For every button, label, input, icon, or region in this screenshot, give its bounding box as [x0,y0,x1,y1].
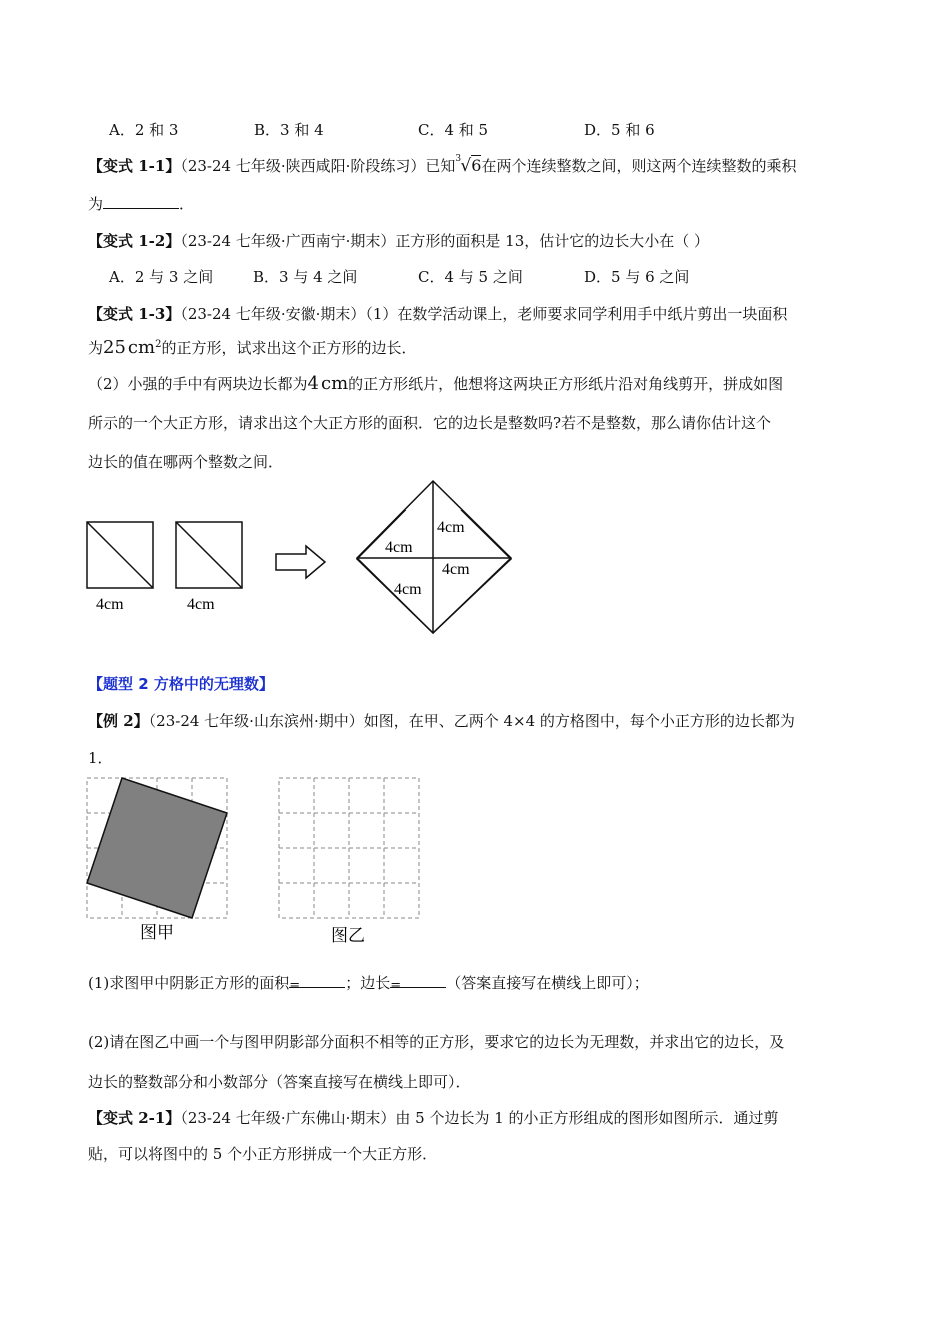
answer-blank[interactable] [103,194,179,209]
text: 在两个连续整数之间，则这两个连续整数的乘积 [481,157,797,175]
text-line: 贴，可以将图中的 5 个小正方形拼成一个大正方形． [88,1145,438,1163]
option-c: C．4 与 5 之间 [418,268,523,286]
grid-figures [80,770,440,950]
side-number: 4 [307,373,319,394]
example-tag: 【例 2】 [88,712,149,730]
small-square-1-label: 4cm [96,596,124,613]
text: 正方形的面积是 13，估计它的边长大小在（ ） [395,232,710,250]
cube-root-expression: 3 √6 [455,154,482,176]
text: 为 [88,339,104,357]
option-c: C．4 和 5 [418,121,489,139]
diamond-label-right: 4cm [442,561,470,578]
source: （23-24 七年级·广西南宁·期末） [180,232,396,250]
option-b: B．3 与 4 之间 [253,268,358,286]
variant-tag: 【变式 1-3】 [88,305,181,323]
variant-tag: 【变式 1-2】 [88,232,181,250]
text: 如图，在甲、乙两个 4×4 的方格图中，每个小正方形的边长都为 [363,712,795,730]
ex2-question-1 [88,972,649,993]
variant-1-3-part2 [88,373,783,394]
variant-1-3-line2 [88,337,416,358]
text: 的正方形纸片，他想将这两块正方形纸片沿对角线剪开，拼成如图 [348,375,784,393]
source: （23-24 七年级·安徽·期末） [180,305,366,323]
option-a: A．2 与 3 之间 [109,268,214,286]
side-unit: cm [321,373,349,394]
variant-tag: 【变式 1-1】 [88,157,181,175]
diamond-figure [350,478,520,638]
grid-b [279,778,419,918]
variant-2-1 [88,1107,779,1128]
area-number: 25 [103,337,126,358]
text: 由 5 个边长为 1 的小正方形组成的图形如图所示．通过剪 [395,1109,779,1127]
text: 的正方形，试求出这个正方形的边长． [161,339,417,357]
section-title: 【题型 2 方格中的无理数】 [88,675,274,693]
ex2-question-2: (2)请在图乙中画一个与图甲阴影部分面积不相等的正方形，要求它的边长为无理数，并求出它的边长，及 [88,1033,785,1051]
variant-tag: 【变式 2-1】 [88,1109,181,1127]
text-line: 边长的值在哪两个整数之间． [88,453,284,471]
option-b: B．3 和 4 [254,121,324,139]
diamond-label-left: 4cm [385,539,413,556]
text: （答案直接写在横线上即可）； [446,974,649,992]
diamond-label-top: 4cm [437,519,465,536]
ex2-question-2-line2: 边长的整数部分和小数部分（答案直接写在横线上即可）． [88,1073,471,1091]
area-answer-blank[interactable] [289,973,345,993]
variant-1-3 [88,303,787,324]
radical-index: 3 [455,154,462,164]
small-square-2-label: 4cm [187,596,215,613]
source: （23-24 七年级·山东滨州·期中） [148,712,364,730]
equals-sign: = [390,978,402,993]
text: (1)求图甲中阴影正方形的面积 [88,974,290,992]
text: （2）小强的手中有两块边长都为 [88,375,308,393]
equals-sign: = [289,978,301,993]
arrow-right-icon [276,546,325,578]
example-2 [88,710,795,731]
figure-b-caption: 图乙 [331,926,365,945]
text: ；边长 [345,974,391,992]
text-line: 所示的一个大正方形，请求出这个大正方形的面积．它的边长是整数吗?若不是整数，那么请你估计这个 [88,414,772,432]
diamond-label-bottom: 4cm [394,581,422,598]
option-d: D．5 和 6 [584,121,655,139]
figure-a-caption: 图甲 [140,923,174,942]
variant-1-2 [88,230,709,251]
area-unit: cm [127,337,156,358]
source: （23-24 七年级·广东佛山·期末） [180,1109,396,1127]
text: ． [179,195,195,213]
radicand: 6 [471,156,482,175]
option-d: D．5 与 6 之间 [584,268,690,286]
text-line: 1． [88,749,113,767]
option-a: A．2 和 3 [109,121,179,139]
text: （1）在数学活动课上，老师要求同学利用手中纸片剪出一块面积 [365,305,788,323]
area-exponent: 2 [155,339,162,350]
text: 为 [88,195,104,213]
source: （23-24 七年级·陕西咸阳·阶段练习） [180,157,426,175]
text: 已知 [425,157,456,175]
variant-1-1-line2 [88,193,194,214]
side-answer-blank[interactable] [390,973,446,993]
variant-1-1 [88,155,796,176]
shaded-square [87,778,227,918]
